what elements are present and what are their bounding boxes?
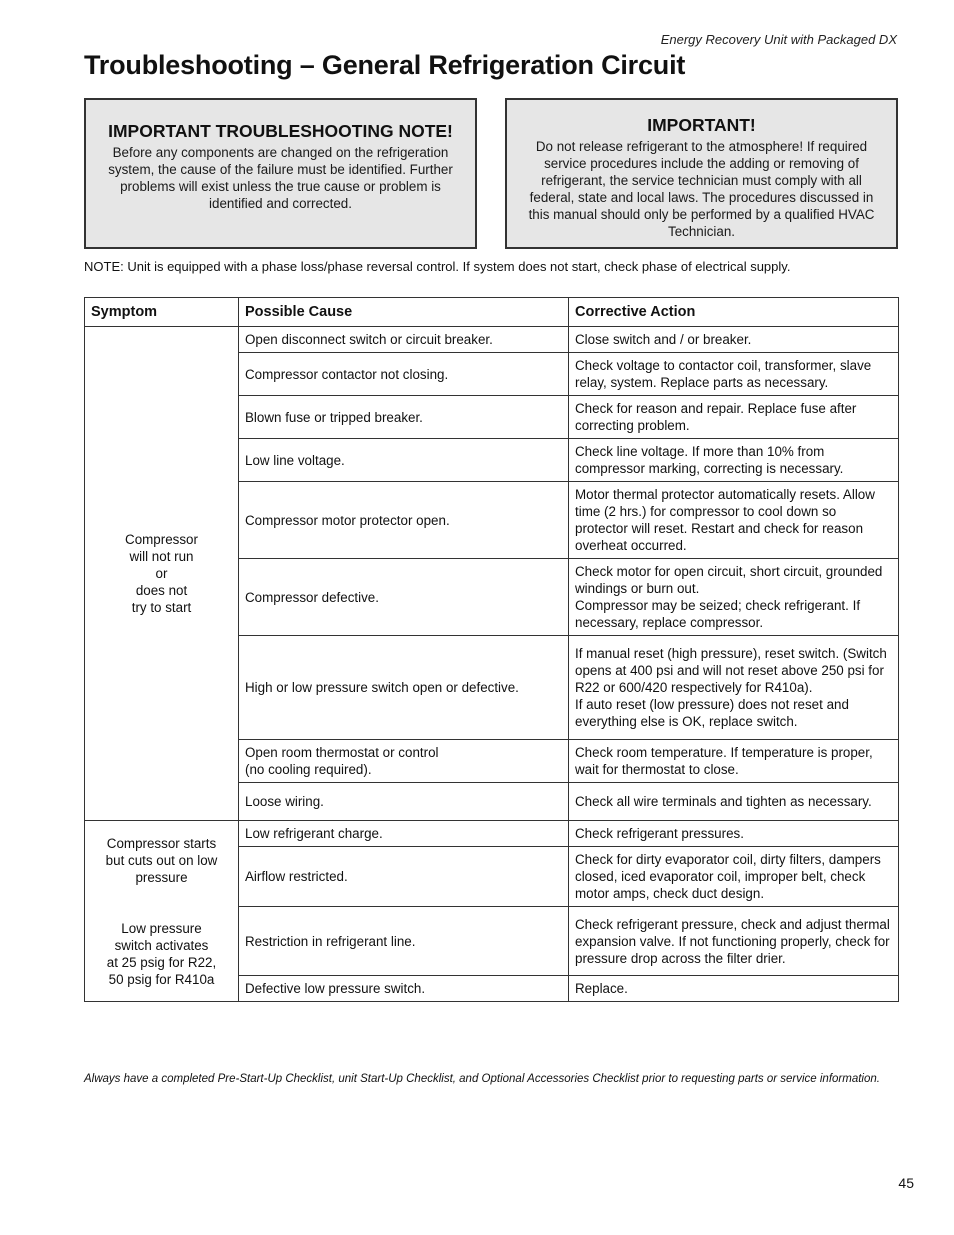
possible-cause-cell: Low line voltage. — [239, 439, 569, 482]
important-warning-box — [505, 98, 898, 249]
symptom-line: Compressor starts — [106, 835, 217, 851]
corrective-action-cell: Check refrigerant pressure, check and adjust thermal expansion valve. If not functioning properly, check for pressure drop across the filter drier. — [569, 907, 899, 976]
troubleshooting-table — [84, 297, 899, 1002]
symptom-line: but cuts out on low — [105, 852, 218, 868]
important-warning-heading: IMPORTANT! — [647, 115, 756, 135]
corrective-action-cell: Check for dirty evaporator coil, dirty filters, dampers closed, iced evaporator coil, improper belt, check motor amps, check duct design. — [569, 847, 899, 907]
table-body — [85, 327, 899, 1002]
header-corrective-action: Corrective Action — [569, 298, 899, 327]
symptom-line: pressure — [135, 869, 188, 885]
important-warning-body: Do not release refrigerant to the atmosphere! If required service procedures include the adding or removing of refrigerant, the service technician must comply with all federal, state and local laws. The procedures discussed in this manual should only be performed by a qualified HVAC Technician. — [528, 139, 875, 239]
corrective-action-cell: Check room temperature. If temperature is proper, wait for thermostat to close. — [569, 740, 899, 783]
possible-cause-cell: Restriction in refrigerant line. — [239, 907, 569, 976]
corrective-action-cell: Check all wire terminals and tighten as necessary. — [569, 783, 899, 821]
symptom-line: Low pressure — [121, 920, 202, 936]
corrective-action-cell: Check motor for open circuit, short circuit, grounded windings or burn out. Compressor may be seized; check refrigerant. If necessary, replace compressor. — [569, 559, 899, 636]
troubleshooting-note-box — [84, 98, 477, 249]
page-number: 45 — [898, 1175, 914, 1191]
symptom-cell — [85, 327, 239, 821]
possible-cause-cell: Blown fuse or tripped breaker. — [239, 396, 569, 439]
page-title: Troubleshooting – General Refrigeration Circuit — [84, 50, 686, 80]
possible-cause-cell: Low refrigerant charge. — [239, 821, 569, 847]
corrective-action-cell: Check refrigerant pressures. — [569, 821, 899, 847]
document-subtitle: Energy Recovery Unit with Packaged DX — [660, 32, 897, 47]
header-symptom: Symptom — [85, 298, 239, 327]
symptom-line: at 25 psig for R22, — [106, 954, 217, 970]
symptom-spacer — [91, 886, 232, 920]
corrective-action-cell: Check for reason and repair. Replace fuse after correcting problem. — [569, 396, 899, 439]
possible-cause-cell: High or low pressure switch open or defective. — [239, 636, 569, 740]
symptom-line: switch activates — [114, 937, 209, 953]
footer-note: Always have a completed Pre-Start-Up Checklist, unit Start-Up Checklist, and Optional Accessories Checklist prior to requesting parts or service information. — [84, 1073, 880, 1085]
troubleshooting-note-body: Before any components are changed on the refrigeration system, the cause of the failure must be identified. Further problems will exist unless the true cause or problem is identified and corrected. — [108, 145, 453, 211]
table-row — [85, 327, 899, 353]
corrective-action-cell: If manual reset (high pressure), reset switch. (Switch opens at 400 psi and will not reset above 250 psi for R22 or 600/420 respectively for R410a). If auto reset (low pressure) does not reset and everything else is OK, replace switch. — [569, 636, 899, 740]
corrective-action-cell: Replace. — [569, 976, 899, 1002]
possible-cause-cell: Compressor motor protector open. — [239, 482, 569, 559]
possible-cause-cell: Loose wiring. — [239, 783, 569, 821]
corrective-action-cell: Motor thermal protector automatically resets. Allow time (2 hrs.) for compressor to cool down so protector will reset. Restart and check for reason overheat occurred. — [569, 482, 899, 559]
table-row — [85, 821, 899, 847]
possible-cause-cell: Compressor defective. — [239, 559, 569, 636]
symptom-line: or — [155, 566, 168, 581]
possible-cause-cell: Compressor contactor not closing. — [239, 353, 569, 396]
symptom-line: try to start — [131, 600, 192, 615]
corrective-action-cell: Check line voltage. If more than 10% from compressor marking, correcting is necessary. — [569, 439, 899, 482]
corrective-action-cell: Close switch and / or breaker. — [569, 327, 899, 353]
symptom-line: 50 psig for R410a — [108, 971, 215, 987]
header-possible-cause: Possible Cause — [239, 298, 569, 327]
phase-note: NOTE: Unit is equipped with a phase loss/phase reversal control. If system does not start, check phase of electrical supply. — [84, 259, 791, 274]
symptom-line: will not run — [129, 549, 194, 564]
troubleshooting-note-heading: IMPORTANT TROUBLESHOOTING NOTE! — [108, 121, 453, 141]
possible-cause-cell: Airflow restricted. — [239, 847, 569, 907]
symptom-cell — [85, 821, 239, 1002]
symptom-line: Compressor — [125, 532, 198, 547]
possible-cause-cell: Open room thermostat or control (no cooling required). — [239, 740, 569, 783]
symptom-line: does not — [135, 583, 188, 598]
table-header-row — [85, 298, 899, 327]
corrective-action-cell: Check voltage to contactor coil, transformer, slave relay, system. Replace parts as necessary. — [569, 353, 899, 396]
possible-cause-cell: Open disconnect switch or circuit breaker. — [239, 327, 569, 353]
possible-cause-cell: Defective low pressure switch. — [239, 976, 569, 1002]
